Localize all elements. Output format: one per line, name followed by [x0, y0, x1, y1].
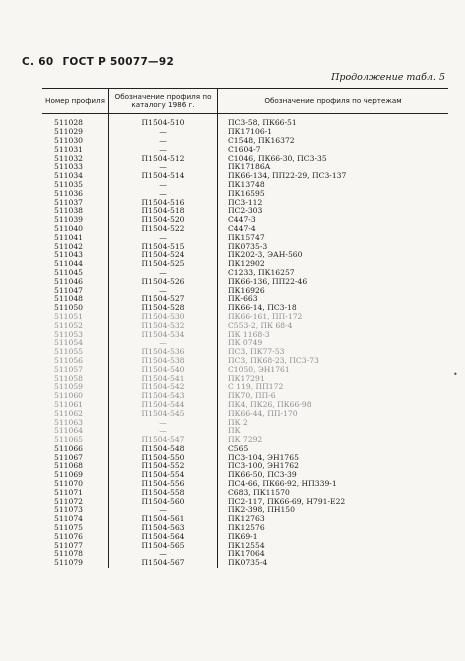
drawing-designation: ПК — [228, 426, 241, 436]
drawing-designation: ПК0735-3 — [228, 241, 268, 251]
drawing-designation: ПК202-3, ЭАН-560 — [228, 250, 303, 260]
drawing-designation: ПК12902 — [228, 259, 265, 269]
catalog-designation: — — [109, 419, 218, 428]
drawing-designation: С447-3 — [228, 215, 256, 225]
catalog-designation: — — [109, 339, 218, 348]
drawing-designation: С1233, ПК16257 — [228, 267, 295, 277]
table-body — [42, 114, 448, 568]
catalog-designation: П1504-560 — [109, 498, 218, 507]
catalog-designation: — — [109, 234, 218, 243]
drawing-designation: ПК2-398, ПН150 — [228, 505, 295, 515]
profile-number: 511054 — [54, 338, 83, 348]
column-header-number: Номер профиля — [42, 89, 109, 114]
drawing-designation: С1548, ПК16372 — [228, 136, 295, 145]
drawing-designation: ПК17186А — [228, 162, 271, 172]
drawing-designation: ПС4-66, ПК66-92, НП339-1 — [228, 479, 337, 489]
profile-number: 511028 — [54, 118, 83, 128]
page-code: С. 60 — [22, 56, 54, 68]
catalog-designation: П1504-515 — [109, 243, 218, 252]
profile-number: 511046 — [54, 276, 83, 286]
drawing-designation: ПК 0749 — [228, 338, 263, 348]
catalog-designation: П1504-516 — [109, 199, 218, 208]
drawing-designation: ПК4, ПК26, ПК66-98 — [228, 399, 312, 409]
profile-number: 511072 — [54, 496, 83, 506]
table-row — [42, 559, 448, 568]
drawing-designation: ПК 7292 — [228, 435, 263, 445]
profile-number: 511053 — [54, 329, 83, 339]
profile-number: 511066 — [54, 443, 83, 453]
catalog-designation: П1504-545 — [109, 410, 218, 419]
drawing-designation: ПК12763 — [228, 514, 265, 524]
profile-number: 511078 — [54, 549, 83, 559]
drawing-designation: С1046, ПК66-30, ПС3-35 — [228, 153, 327, 163]
catalog-designation: П1504-522 — [109, 225, 218, 234]
catalog-designation: П1504-528 — [109, 304, 218, 313]
table-header-row — [42, 89, 448, 114]
profile-number: 511032 — [54, 153, 83, 163]
drawing-designation: ПК13748 — [228, 179, 265, 189]
table-row — [42, 114, 448, 128]
profile-number: 511031 — [54, 144, 83, 154]
drawing-designation: ПК17106-1 — [228, 127, 273, 137]
drawing-designation: ПК70, ПП-6 — [228, 391, 276, 401]
profile-number: 511041 — [54, 232, 83, 242]
profile-number: 511051 — [54, 311, 83, 321]
drawing-designation: ПС3, ПК68-23, ПС3-73 — [228, 355, 319, 365]
profile-number: 511076 — [54, 531, 83, 541]
catalog-designation: — — [109, 269, 218, 278]
profile-number: 511058 — [54, 373, 83, 383]
profile-number: 511065 — [54, 435, 83, 445]
catalog-designation: П1504-512 — [109, 155, 218, 164]
drawing-designation: ПК17291 — [228, 373, 265, 383]
catalog-designation: — — [109, 137, 218, 146]
profiles-table — [42, 88, 448, 568]
catalog-designation: П1504-567 — [109, 559, 218, 568]
drawing-designation: ПК 2 — [228, 417, 248, 427]
catalog-designation: П1504-556 — [109, 480, 218, 489]
catalog-designation: — — [109, 181, 218, 190]
catalog-designation: П1504-540 — [109, 366, 218, 375]
profile-number: 511073 — [54, 505, 83, 515]
drawing-designation: ПК17064 — [228, 549, 265, 559]
drawing-designation: С447-4 — [228, 223, 256, 233]
catalog-designation: П1504-534 — [109, 331, 218, 340]
drawing-designation: С553-2, ПК 68-4 — [228, 320, 293, 330]
profile-number: 511035 — [54, 179, 83, 189]
catalog-designation: П1504-524 — [109, 251, 218, 260]
catalog-designation: П1504-520 — [109, 216, 218, 225]
profile-number: 511042 — [54, 241, 83, 251]
catalog-designation: П1504-558 — [109, 489, 218, 498]
profile-number: 511036 — [54, 188, 83, 198]
profile-number: 511069 — [54, 470, 83, 480]
drawing-designation: ПК15747 — [228, 232, 265, 242]
catalog-designation: П1504-510 — [109, 114, 218, 128]
profile-number: 511075 — [54, 523, 83, 533]
drawing-designation: ПК66-44, ПП-170 — [228, 408, 298, 418]
drawing-designation: ПК66-134, ПП22-29, ПС3-137 — [228, 171, 347, 181]
drawing-designation: С 119, ПП172 — [228, 382, 284, 392]
catalog-designation: П1504-554 — [109, 471, 218, 480]
profile-number: 511057 — [54, 364, 83, 374]
profile-number: 511050 — [54, 303, 83, 313]
profile-number: 511048 — [54, 294, 83, 304]
profile-number: 511071 — [54, 487, 83, 497]
drawing-designation: ПК66-136, ПП22-46 — [228, 276, 308, 286]
standard-designation: ГОСТ Р 50077—92 — [62, 56, 175, 68]
profile-number: 511064 — [54, 426, 83, 436]
catalog-designation: П1504-541 — [109, 375, 218, 384]
catalog-designation: П1504-530 — [109, 313, 218, 322]
drawing-designation: ПС3-112 — [228, 197, 263, 207]
column-header-drawing: Обозначение профиля по чертежам — [218, 89, 449, 114]
profile-number: 511034 — [54, 171, 83, 181]
catalog-designation: П1504-514 — [109, 172, 218, 181]
drawing-designation: ПС3-58, ПК66-51 — [228, 118, 297, 128]
catalog-designation: П1504-552 — [109, 462, 218, 471]
profile-number: 511037 — [54, 197, 83, 207]
profile-number: 511033 — [54, 162, 83, 172]
profile-number: 511029 — [54, 127, 83, 137]
drawing-designation: ПК66-161, ПП-172 — [228, 311, 303, 321]
catalog-designation: — — [109, 163, 218, 172]
drawing-designation: С1604-7 — [228, 144, 261, 154]
table-continuation-label: Продолжение табл. 5 — [331, 72, 445, 83]
drawing-designation: ПК16926 — [228, 285, 265, 295]
catalog-designation: П1504-565 — [109, 542, 218, 551]
profile-number: 511079 — [54, 558, 83, 568]
catalog-designation: П1504-550 — [109, 454, 218, 463]
drawing-designation: ПС3, ПК77-53 — [228, 347, 285, 357]
profile-number: 511070 — [54, 479, 83, 489]
profile-number: 511038 — [54, 206, 83, 216]
drawing-designation: ПС3-100, ЭН1762 — [228, 461, 299, 471]
profile-number: 511074 — [54, 514, 83, 524]
drawing-designation: ПК66-14, ПС3-18 — [228, 303, 297, 313]
drawing-designation: ПК69-1 — [228, 531, 258, 541]
profile-number: 511044 — [54, 259, 83, 269]
catalog-designation: П1504-544 — [109, 401, 218, 410]
catalog-designation: П1504-542 — [109, 383, 218, 392]
catalog-designation: — — [109, 190, 218, 199]
drawing-designation: ПК66-50, ПС3-39 — [228, 470, 297, 480]
catalog-designation: П1504-538 — [109, 357, 218, 366]
profile-number: 511061 — [54, 399, 83, 409]
catalog-designation: П1504-536 — [109, 348, 218, 357]
profile-number: 511059 — [54, 382, 83, 392]
column-header-catalog: Обозначение профиля по каталогу 1986 г. — [109, 89, 218, 114]
drawing-designation: С683, ПК11570 — [228, 487, 290, 497]
drawing-designation: ПК 1168-3 — [228, 329, 270, 339]
drawing-designation: ПС2-117, ПК66-69, Н791-Е22 — [228, 496, 346, 506]
drawing-designation: ПК12554 — [228, 540, 265, 550]
profile-number: 511077 — [54, 540, 83, 550]
catalog-designation: П1504-532 — [109, 322, 218, 331]
profile-number: 511030 — [54, 136, 83, 145]
catalog-designation: П1504-518 — [109, 207, 218, 216]
catalog-designation: П1504-526 — [109, 278, 218, 287]
catalog-designation: — — [109, 128, 218, 137]
drawing-designation: ПК16595 — [228, 188, 265, 198]
profile-number: 511067 — [54, 452, 83, 462]
table-row — [42, 419, 448, 428]
drawing-designation: ПК0735-4 — [228, 558, 268, 568]
catalog-designation: П1504-564 — [109, 533, 218, 542]
drawing-designation: ПС2-303 — [228, 206, 263, 216]
profile-number: 511056 — [54, 355, 83, 365]
profile-number: 511068 — [54, 461, 83, 471]
catalog-designation: — — [109, 146, 218, 155]
catalog-designation: П1504-548 — [109, 445, 218, 454]
catalog-designation: — — [109, 427, 218, 436]
profile-number: 511062 — [54, 408, 83, 418]
catalog-designation: П1504-543 — [109, 392, 218, 401]
catalog-designation: П1504-547 — [109, 436, 218, 445]
catalog-designation: П1504-561 — [109, 515, 218, 524]
catalog-designation: — — [109, 287, 218, 296]
drawing-designation: ПК12576 — [228, 523, 265, 533]
catalog-designation: — — [109, 506, 218, 515]
profile-number: 511063 — [54, 417, 83, 427]
profile-number: 511039 — [54, 215, 83, 225]
drawing-designation: ПС3-104, ЭН1765 — [228, 452, 299, 462]
profile-number: 511060 — [54, 391, 83, 401]
profile-number: 511047 — [54, 285, 83, 295]
catalog-designation: — — [109, 550, 218, 559]
profile-number: 511045 — [54, 267, 83, 277]
profile-number: 511052 — [54, 320, 83, 330]
drawing-designation: С565 — [228, 443, 249, 453]
profile-number: 511043 — [54, 250, 83, 260]
catalog-designation: П1504-563 — [109, 524, 218, 533]
profile-number: 511055 — [54, 347, 83, 357]
profile-number: 511040 — [54, 223, 83, 233]
margin-mark: • — [453, 370, 458, 379]
catalog-designation: П1504-527 — [109, 295, 218, 304]
drawing-designation: ПК-663 — [228, 294, 258, 304]
page-header — [22, 56, 179, 68]
drawing-designation: С1050, ЭН1761 — [228, 364, 290, 374]
catalog-designation: П1504-525 — [109, 260, 218, 269]
